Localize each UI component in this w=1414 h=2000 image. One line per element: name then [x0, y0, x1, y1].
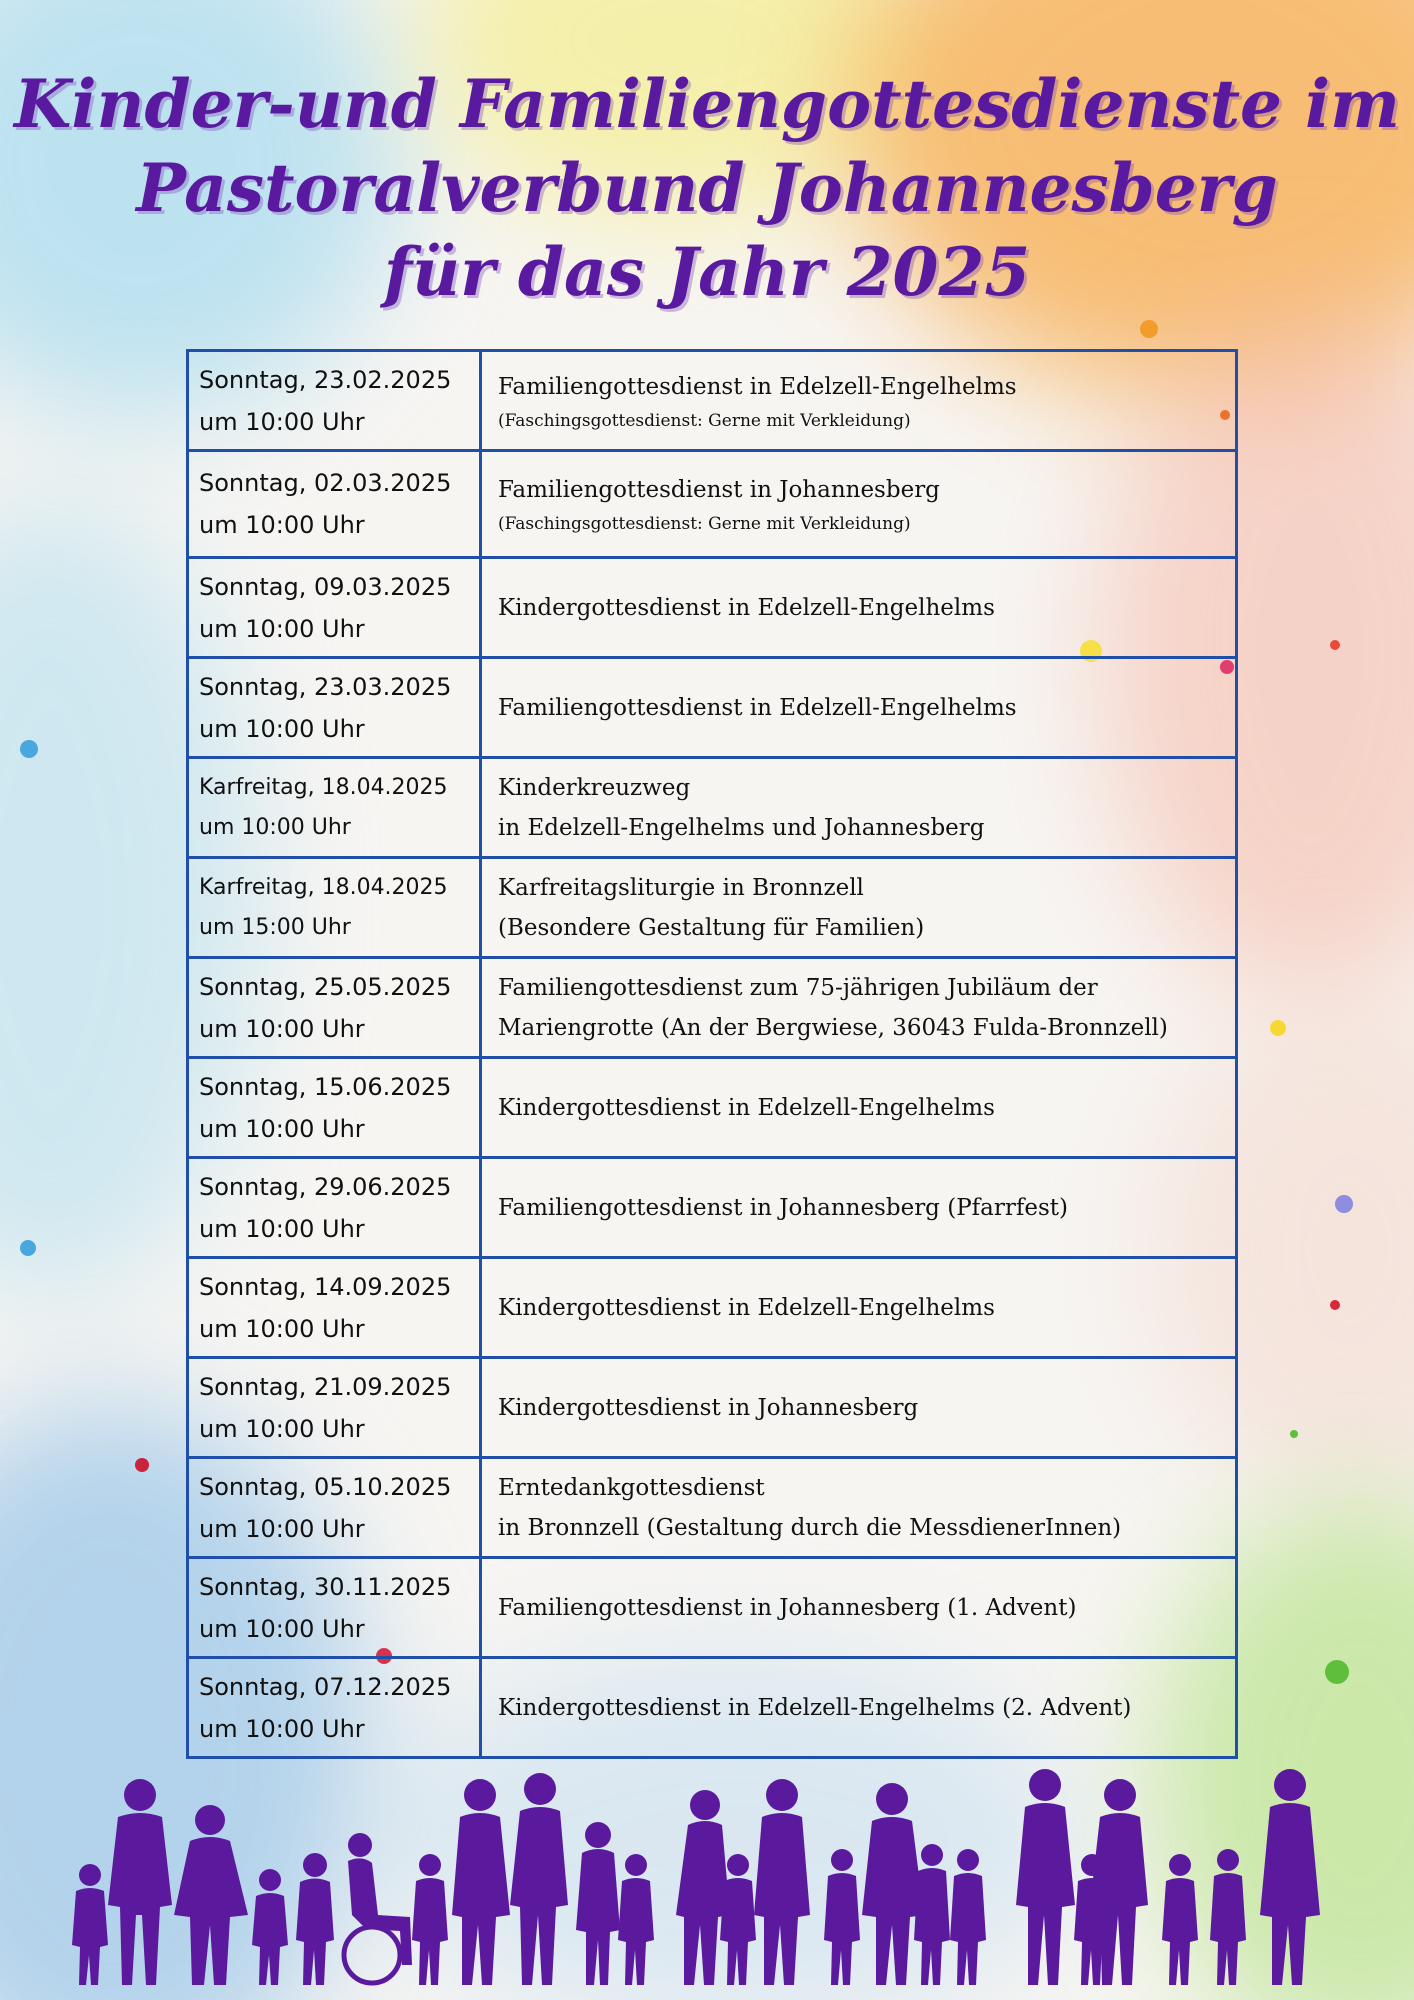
event-cell — [481, 351, 1237, 451]
table-row — [188, 958, 1237, 1058]
date-cell — [188, 658, 481, 758]
table-row — [188, 558, 1237, 658]
date-cell — [188, 1658, 481, 1758]
table-row — [188, 351, 1237, 451]
table-row — [188, 1558, 1237, 1658]
time-label: um 10:00 Uhr — [199, 1614, 365, 1643]
person-icon — [862, 1783, 924, 1985]
event-cell — [481, 451, 1237, 558]
time-label: um 10:00 Uhr — [199, 1314, 365, 1343]
child-icon — [576, 1822, 620, 1985]
child-icon — [950, 1849, 986, 1985]
child-icon — [412, 1854, 448, 1985]
table-row — [188, 1658, 1237, 1758]
person-icon — [754, 1779, 810, 1985]
table-row — [188, 1058, 1237, 1158]
date-label: Karfreitag, 18.04.2025 — [199, 774, 448, 800]
date-cell — [188, 558, 481, 658]
date-label: Sonntag, 05.10.2025 — [199, 1472, 452, 1501]
event-title: Kindergottesdienst in Edelzell-Engelhelms — [498, 1294, 995, 1321]
date-label: Sonntag, 07.12.2025 — [199, 1672, 452, 1701]
time-label: um 10:00 Uhr — [199, 1014, 365, 1043]
event-note: (Faschingsgottesdienst: Gerne mit Verkleidung) — [498, 410, 911, 431]
date-label: Sonntag, 02.03.2025 — [199, 469, 452, 497]
date-cell — [188, 758, 481, 858]
time-label: um 15:00 Uhr — [199, 914, 351, 940]
child-icon — [914, 1844, 950, 1985]
family-silhouettes-illustration — [0, 1765, 1414, 2000]
date-cell — [188, 858, 481, 958]
event-title: Familiengottesdienst in Johannesberg — [498, 477, 940, 503]
time-label: um 10:00 Uhr — [199, 1214, 365, 1243]
table-row — [188, 658, 1237, 758]
time-label: um 10:00 Uhr — [199, 407, 365, 436]
table-row — [188, 1458, 1237, 1558]
event-title: Familiengottesdienst in Johannesberg (Pfarrfest) — [498, 1194, 1069, 1221]
schedule-table — [186, 349, 1238, 1759]
event-subtitle: in Edelzell-Engelhelms und Johannesberg — [498, 814, 985, 841]
event-title: Familiengottesdienst zum 75-jährigen Jubiläum der — [498, 974, 1098, 1001]
table-row — [188, 1358, 1237, 1458]
time-label: um 10:00 Uhr — [199, 511, 365, 539]
event-cell — [481, 658, 1237, 758]
child-icon — [1162, 1854, 1198, 1985]
title-line-2: Pastoralverbund Johannesberg — [136, 149, 1278, 227]
event-cell — [481, 1658, 1237, 1758]
person-icon — [174, 1805, 248, 1985]
event-subtitle: (Besondere Gestaltung für Familien) — [498, 914, 925, 941]
event-subtitle: in Bronnzell (Gestaltung durch die MessdienerInnen) — [498, 1514, 1122, 1541]
time-label: um 10:00 Uhr — [199, 614, 365, 643]
table-row — [188, 1158, 1237, 1258]
time-label: um 10:00 Uhr — [199, 1514, 365, 1543]
event-title: Erntedankgottesdienst — [498, 1474, 765, 1501]
child-icon — [618, 1854, 654, 1985]
date-label: Sonntag, 30.11.2025 — [199, 1572, 452, 1601]
date-cell — [188, 1058, 481, 1158]
date-cell — [188, 451, 481, 558]
person-icon — [676, 1790, 730, 1985]
event-cell — [481, 1158, 1237, 1258]
date-label: Sonntag, 23.02.2025 — [199, 365, 452, 394]
date-cell — [188, 1158, 481, 1258]
person-icon — [510, 1773, 568, 1985]
event-subtitle: Mariengrotte (An der Bergwiese, 36043 Fulda-Bronnzell) — [498, 1014, 1168, 1041]
date-label: Sonntag, 21.09.2025 — [199, 1372, 452, 1401]
child-icon — [296, 1853, 334, 1985]
event-cell — [481, 1258, 1237, 1358]
date-label: Sonntag, 14.09.2025 — [199, 1272, 452, 1301]
event-title: Kinderkreuzweg — [498, 774, 691, 801]
event-cell — [481, 1458, 1237, 1558]
date-label: Sonntag, 23.03.2025 — [199, 672, 452, 701]
event-title: Karfreitagsliturgie in Bronnzell — [498, 874, 864, 901]
date-cell — [188, 1358, 481, 1458]
date-label: Sonntag, 15.06.2025 — [199, 1072, 452, 1101]
title-line-1: Kinder-und Familiengottesdienste im — [14, 65, 1400, 143]
time-label: um 10:00 Uhr — [199, 1714, 365, 1743]
event-title: Kindergottesdienst in Edelzell-Engelhelms — [498, 1094, 995, 1121]
event-note: (Faschingsgottesdienst: Gerne mit Verkleidung) — [498, 514, 911, 534]
person-icon — [452, 1779, 510, 1985]
date-label: Sonntag, 29.06.2025 — [199, 1172, 452, 1201]
event-cell — [481, 1558, 1237, 1658]
person-icon — [1016, 1769, 1075, 1985]
date-cell — [188, 958, 481, 1058]
table-row — [188, 451, 1237, 558]
child-icon — [824, 1849, 860, 1985]
child-icon — [1210, 1849, 1246, 1985]
table-row — [188, 858, 1237, 958]
child-icon — [252, 1869, 288, 1985]
time-label: um 10:00 Uhr — [199, 1114, 365, 1143]
title-line-3: für das Jahr 2025 — [383, 233, 1031, 311]
time-label: um 10:00 Uhr — [199, 814, 351, 840]
event-title: Kindergottesdienst in Edelzell-Engelhelms (2. Advent) — [498, 1694, 1132, 1721]
event-cell — [481, 858, 1237, 958]
wheelchair-user-icon — [344, 1833, 412, 1983]
event-cell — [481, 758, 1237, 858]
person-icon — [108, 1779, 172, 1985]
date-cell — [188, 1258, 481, 1358]
time-label: um 10:00 Uhr — [199, 714, 365, 743]
event-title: Kindergottesdienst in Edelzell-Engelhelms — [498, 594, 995, 621]
date-cell — [188, 1458, 481, 1558]
event-cell — [481, 958, 1237, 1058]
page-title — [0, 62, 1414, 314]
date-label: Karfreitag, 18.04.2025 — [199, 874, 448, 900]
date-label: Sonntag, 09.03.2025 — [199, 572, 452, 601]
event-cell — [481, 1058, 1237, 1158]
event-title: Familiengottesdienst in Edelzell-Engelhelms — [498, 694, 1017, 721]
event-cell — [481, 1358, 1237, 1458]
date-label: Sonntag, 25.05.2025 — [199, 972, 452, 1001]
table-row — [188, 758, 1237, 858]
event-cell — [481, 558, 1237, 658]
person-icon — [1260, 1769, 1320, 1985]
date-cell — [188, 1558, 481, 1658]
time-label: um 10:00 Uhr — [199, 1414, 365, 1443]
event-title: Familiengottesdienst in Johannesberg (1. Advent) — [498, 1594, 1077, 1621]
child-icon — [72, 1864, 108, 1985]
table-row — [188, 1258, 1237, 1358]
event-title: Kindergottesdienst in Johannesberg — [498, 1394, 919, 1421]
event-title: Familiengottesdienst in Edelzell-Engelhelms — [498, 373, 1017, 400]
date-cell — [188, 351, 481, 451]
